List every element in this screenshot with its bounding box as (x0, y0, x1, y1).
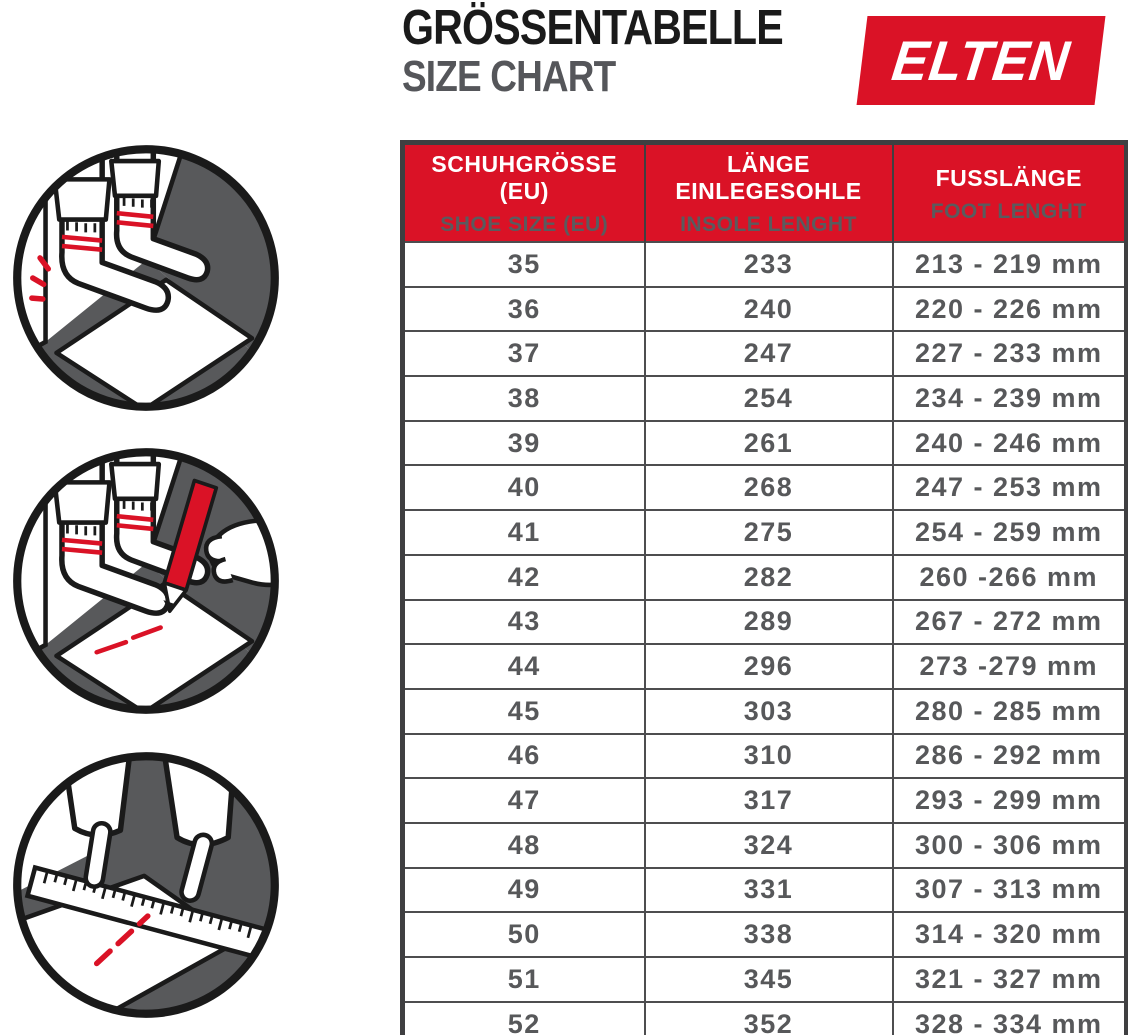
table-cell: 38 (403, 376, 645, 421)
table-row (403, 957, 1127, 1002)
table-cell: 50 (403, 912, 645, 957)
table-cell: 280 - 285 mm (893, 689, 1127, 734)
table-row (403, 1002, 1127, 1035)
table-cell: 40 (403, 465, 645, 510)
table-cell: 324 (645, 823, 893, 868)
column-header-de: FUSSLÄNGE (935, 164, 1082, 191)
table-cell: 247 (645, 331, 893, 376)
table-cell: 37 (403, 331, 645, 376)
column-header-de: LÄNGE EINLEGESOHLE (675, 151, 862, 204)
table-cell: 52 (403, 1002, 645, 1035)
table-row (403, 689, 1127, 734)
table-cell: 289 (645, 600, 893, 645)
table-row (403, 331, 1127, 376)
table-cell: 310 (645, 734, 893, 779)
illustration-measure-with-ruler (9, 748, 283, 1022)
table-cell: 275 (645, 510, 893, 555)
table-cell: 44 (403, 644, 645, 689)
table-cell: 35 (403, 242, 645, 287)
table-cell: 282 (645, 555, 893, 600)
table-row (403, 734, 1127, 779)
illustration-mark-toe-with-pen (9, 444, 283, 718)
table-row (403, 868, 1127, 913)
page-subtitle: SIZE CHART (402, 52, 616, 101)
table-cell: 48 (403, 823, 645, 868)
table-row (403, 421, 1127, 466)
table-cell: 321 - 327 mm (893, 957, 1127, 1002)
measure-with-ruler-illustration (9, 748, 283, 1022)
table-cell: 46 (403, 734, 645, 779)
column-header-en: SHOE SIZE (EU) (440, 213, 609, 236)
table-cell: 49 (403, 868, 645, 913)
table-row (403, 465, 1127, 510)
elten-logo (857, 16, 1106, 105)
table-cell: 39 (403, 421, 645, 466)
table-header-row (403, 143, 1127, 243)
table-cell: 307 - 313 mm (893, 868, 1127, 913)
table-cell: 345 (645, 957, 893, 1002)
table-cell: 317 (645, 778, 893, 823)
table-cell: 220 - 226 mm (893, 287, 1127, 332)
table-row (403, 287, 1127, 332)
page-title: GRÖSSENTABELLE (402, 1, 783, 55)
table-cell: 267 - 272 mm (893, 600, 1127, 645)
illustration-heel-against-wall (9, 141, 283, 415)
table-cell: 233 (645, 242, 893, 287)
table-cell: 47 (403, 778, 645, 823)
table-cell: 240 (645, 287, 893, 332)
table-row (403, 376, 1127, 421)
table-cell: 300 - 306 mm (893, 823, 1127, 868)
table-row (403, 823, 1127, 868)
heel-against-wall-illustration (9, 141, 283, 415)
table-row (403, 242, 1127, 287)
table-cell: 42 (403, 555, 645, 600)
column-header-en: FOOT LENGHT (930, 199, 1087, 223)
table-cell: 213 - 219 mm (893, 242, 1127, 287)
table-row (403, 555, 1127, 600)
column-header-foot-length (893, 143, 1127, 243)
table-cell: 227 - 233 mm (893, 331, 1127, 376)
table-cell: 254 - 259 mm (893, 510, 1127, 555)
table-cell: 331 (645, 868, 893, 913)
column-header-shoe-size (403, 143, 645, 243)
table-cell: 247 - 253 mm (893, 465, 1127, 510)
table-cell: 296 (645, 644, 893, 689)
size-chart-table (400, 140, 1128, 1035)
table-row (403, 778, 1127, 823)
elten-logo-text: ELTEN (888, 29, 1074, 92)
table-cell: 261 (645, 421, 893, 466)
table-cell: 51 (403, 957, 645, 1002)
table-row (403, 600, 1127, 645)
table-cell: 234 - 239 mm (893, 376, 1127, 421)
table-cell: 254 (645, 376, 893, 421)
table-cell: 45 (403, 689, 645, 734)
table-cell: 286 - 292 mm (893, 734, 1127, 779)
table-cell: 314 - 320 mm (893, 912, 1127, 957)
table-cell: 260 -266 mm (893, 555, 1127, 600)
table-row (403, 510, 1127, 555)
table-cell: 303 (645, 689, 893, 734)
table-row (403, 912, 1127, 957)
table-cell: 352 (645, 1002, 893, 1035)
table-cell: 328 - 334 mm (893, 1002, 1127, 1035)
page-header (402, 2, 855, 100)
mark-toe-with-pen-illustration (9, 444, 283, 718)
table-cell: 36 (403, 287, 645, 332)
column-header-de: SCHUHGRÖSSE (EU) (431, 151, 618, 204)
table-cell: 43 (403, 600, 645, 645)
table-cell: 240 - 246 mm (893, 421, 1127, 466)
size-table-body (403, 242, 1127, 1035)
column-header-insole-length (645, 143, 893, 243)
table-cell: 268 (645, 465, 893, 510)
table-cell: 338 (645, 912, 893, 957)
table-cell: 293 - 299 mm (893, 778, 1127, 823)
column-header-en: INSOLE LENGHT (680, 213, 857, 236)
table-row (403, 644, 1127, 689)
table-cell: 273 -279 mm (893, 644, 1127, 689)
table-cell: 41 (403, 510, 645, 555)
